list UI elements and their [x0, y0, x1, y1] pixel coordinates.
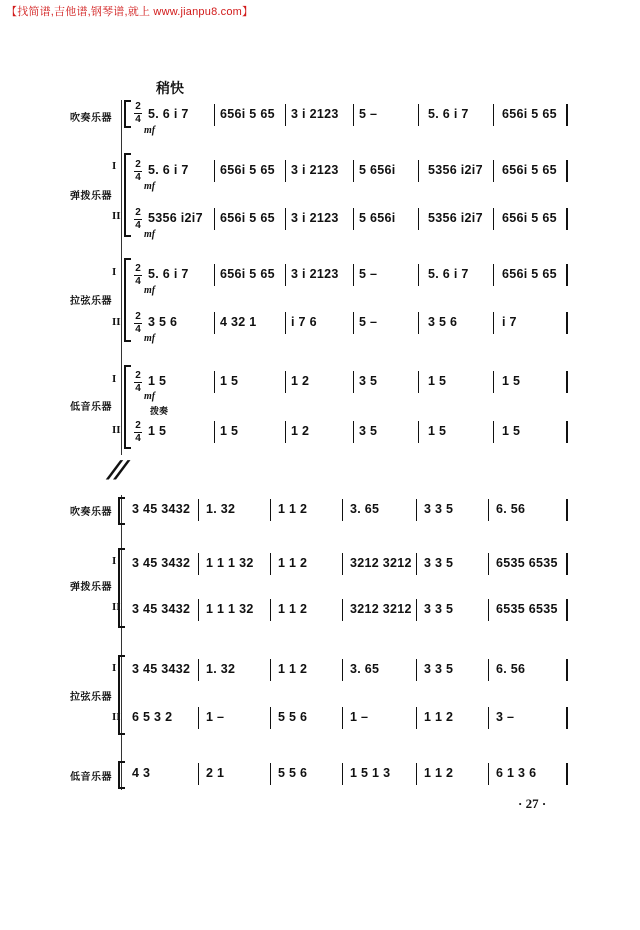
system-divider-mark: // [104, 455, 131, 485]
barline [566, 553, 568, 575]
measure: 5356 i2i7 [148, 211, 203, 225]
measure: 1. 32 [206, 502, 236, 516]
tempo-marking: 稍快 [156, 80, 184, 96]
measure: 1 5 1 3 [350, 766, 391, 780]
barline [270, 707, 271, 729]
barline [418, 421, 419, 443]
measure: 4 32 1 [220, 315, 257, 329]
barline [416, 763, 417, 785]
measure: 1 5 [428, 374, 447, 388]
time-signature: 2 4 [135, 420, 141, 444]
measure: 1 5 [502, 374, 521, 388]
measure: 3212 3212 [350, 556, 412, 570]
barline [353, 421, 354, 443]
measure: 3 5 6 [148, 315, 178, 329]
barline [353, 160, 354, 182]
barline [198, 599, 199, 621]
measure: 5 – [359, 315, 378, 329]
measure: 6535 6535 [496, 556, 558, 570]
barline [270, 553, 271, 575]
barline [198, 659, 199, 681]
row-bowed1-s2 [132, 659, 572, 681]
row-bass-s2 [132, 763, 572, 785]
barline [488, 659, 489, 681]
barline [342, 763, 343, 785]
dynamic-mf: mf [144, 125, 156, 136]
measure: 5. 6 i 7 [428, 267, 469, 281]
dynamic-mf: mf [144, 229, 156, 240]
barline [198, 499, 199, 521]
measure: 3 45 3432 [132, 556, 191, 570]
measure: 5356 i2i7 [428, 211, 483, 225]
barline [488, 553, 489, 575]
system-2-left-line [121, 495, 122, 790]
barline [418, 371, 419, 393]
measure: 656i 5 65 [502, 267, 557, 281]
label-wind-1: 吹奏乐器 [70, 113, 112, 124]
barline [416, 599, 417, 621]
barline [285, 421, 286, 443]
measure: 1 – [206, 710, 225, 724]
barline [270, 499, 271, 521]
time-signature: 2 4 [135, 159, 141, 183]
measure: 5 656i [359, 163, 396, 177]
barline [418, 312, 419, 334]
barline [214, 312, 215, 334]
row-plucked2-s2 [132, 599, 572, 621]
measure: 6. 56 [496, 502, 526, 516]
barline [493, 371, 494, 393]
measure: 1 1 2 [278, 556, 308, 570]
measure: 3 5 [359, 424, 378, 438]
measure: 1 2 [291, 374, 310, 388]
barline [416, 499, 417, 521]
bracket-bass-1 [124, 365, 131, 449]
barline [285, 104, 286, 126]
measure: 656i 5 65 [220, 211, 275, 225]
part-number-bowed-1: I [112, 662, 117, 674]
time-signature: 2 4 [135, 101, 141, 125]
part-number-plucked-1: I [112, 555, 117, 567]
row-bowed2-s2 [132, 707, 572, 729]
barline [566, 264, 568, 286]
barline [416, 553, 417, 575]
bracket-bass-2 [118, 761, 125, 789]
measure: 1 5 [428, 424, 447, 438]
barline [488, 499, 489, 521]
barline [214, 160, 215, 182]
measure: 1 1 2 [278, 502, 308, 516]
time-signature: 2 4 [135, 311, 141, 335]
label-wind-2: 吹奏乐器 [70, 507, 112, 518]
measure: 3 i 2123 [291, 163, 339, 177]
dynamic-mf: mf [144, 391, 156, 402]
bracket-plucked-1 [124, 153, 131, 237]
barline [488, 599, 489, 621]
measure: 1 1 2 [278, 602, 308, 616]
row-plucked2-s1 [148, 208, 578, 230]
measure: 5. 6 i 7 [148, 107, 189, 121]
measure: 5 – [359, 107, 378, 121]
measure: 6 1 3 6 [496, 766, 537, 780]
measure: 1 1 1 32 [206, 556, 254, 570]
bracket-bowed-1 [124, 258, 131, 342]
barline [285, 371, 286, 393]
barline [493, 160, 494, 182]
measure: 5356 i2i7 [428, 163, 483, 177]
barline [214, 104, 215, 126]
barline [418, 208, 419, 230]
part-number-bass-2: II [112, 424, 121, 436]
time-signature: 2 4 [135, 263, 141, 287]
time-signature: 2 4 [135, 207, 141, 231]
measure: 5 656i [359, 211, 396, 225]
barline [342, 499, 343, 521]
barline [342, 707, 343, 729]
barline [566, 659, 568, 681]
measure: 656i 5 65 [502, 107, 557, 121]
measure: 5 – [359, 267, 378, 281]
barline [353, 312, 354, 334]
bracket-wind-2 [118, 497, 125, 525]
barline [285, 208, 286, 230]
measure: 1 1 2 [424, 766, 454, 780]
row-plucked1-s2 [132, 553, 572, 575]
label-bass-2: 低音乐器 [70, 772, 112, 783]
barline [418, 160, 419, 182]
measure: 656i 5 65 [220, 107, 275, 121]
site-header-banner: 【找简谱,吉他谱,钢琴谱,就上 www.jianpu8.com】 [6, 6, 254, 18]
pizzicato-marking: 拨奏 [150, 406, 169, 416]
barline [353, 264, 354, 286]
barline [493, 264, 494, 286]
measure: 656i 5 65 [502, 211, 557, 225]
barline [214, 421, 215, 443]
measure: 3. 65 [350, 662, 380, 676]
measure: 656i 5 65 [220, 163, 275, 177]
measure: 3 45 3432 [132, 602, 191, 616]
barline [493, 421, 494, 443]
measure: 5. 6 i 7 [148, 163, 189, 177]
measure: 5. 6 i 7 [428, 107, 469, 121]
barline [493, 104, 494, 126]
part-number-bowed-2: II [112, 316, 121, 328]
barline [353, 371, 354, 393]
barline [566, 160, 568, 182]
barline [416, 659, 417, 681]
bracket-wind-1 [124, 100, 131, 128]
barline [488, 707, 489, 729]
barline [342, 599, 343, 621]
measure: 3 5 [359, 374, 378, 388]
measure: i 7 6 [291, 315, 317, 329]
barline [566, 707, 568, 729]
label-bowed-1: 拉弦乐器 [70, 296, 112, 307]
row-bowed1-s1 [148, 264, 578, 286]
barline [488, 763, 489, 785]
barline [342, 553, 343, 575]
label-bass-1: 低音乐器 [70, 402, 112, 413]
measure: 3. 65 [350, 502, 380, 516]
measure: 6. 56 [496, 662, 526, 676]
barline [566, 499, 568, 521]
barline [418, 264, 419, 286]
measure: 4 3 [132, 766, 151, 780]
barline [566, 763, 568, 785]
dynamic-mf: mf [144, 181, 156, 192]
measure: 3 3 5 [424, 662, 454, 676]
barline [566, 421, 568, 443]
row-bass2-s1 [148, 421, 578, 443]
bracket-plucked-2 [118, 548, 125, 628]
barline [353, 208, 354, 230]
row-bass1-s1 [148, 371, 578, 393]
barline [416, 707, 417, 729]
measure: 1 5 [502, 424, 521, 438]
row-wind-s2 [132, 499, 572, 521]
label-plucked-1: 弹拨乐器 [70, 191, 112, 202]
measure: 1 1 2 [278, 662, 308, 676]
measure: 3 – [496, 710, 515, 724]
part-number-bowed-2: II [112, 711, 121, 723]
part-number-plucked-2: II [112, 210, 121, 222]
barline [566, 208, 568, 230]
measure: i 7 [502, 315, 517, 329]
measure: 3 i 2123 [291, 267, 339, 281]
row-bowed2-s1 [148, 312, 578, 334]
measure: 2 1 [206, 766, 225, 780]
measure: 3 i 2123 [291, 107, 339, 121]
barline [566, 312, 568, 334]
barline [198, 553, 199, 575]
barline [353, 104, 354, 126]
part-number-plucked-1: I [112, 160, 117, 172]
row-wind-s1 [148, 104, 578, 126]
measure: 3 i 2123 [291, 211, 339, 225]
page-number: · 27 · [518, 796, 547, 811]
barline [342, 659, 343, 681]
measure: 6 5 3 2 [132, 710, 173, 724]
barline [566, 104, 568, 126]
barline [493, 312, 494, 334]
measure: 3212 3212 [350, 602, 412, 616]
measure: 1 5 [220, 374, 239, 388]
barline [270, 763, 271, 785]
label-plucked-2: 弹拨乐器 [70, 582, 112, 593]
measure: 1 2 [291, 424, 310, 438]
barline [285, 160, 286, 182]
time-signature: 2 4 [135, 370, 141, 394]
measure: 656i 5 65 [502, 163, 557, 177]
measure: 5. 6 i 7 [148, 267, 189, 281]
measure: 3 3 5 [424, 556, 454, 570]
barline [285, 264, 286, 286]
measure: 3 45 3432 [132, 502, 191, 516]
part-number-bowed-1: I [112, 266, 117, 278]
measure: 3 45 3432 [132, 662, 191, 676]
measure: 6535 6535 [496, 602, 558, 616]
measure: 656i 5 65 [220, 267, 275, 281]
barline [214, 264, 215, 286]
measure: 1 5 [148, 374, 167, 388]
barline [418, 104, 419, 126]
bracket-bowed-2 [118, 655, 125, 735]
barline [270, 659, 271, 681]
barline [285, 312, 286, 334]
measure: 1 5 [148, 424, 167, 438]
measure: 3 3 5 [424, 502, 454, 516]
dynamic-mf: mf [144, 285, 156, 296]
measure: 1 1 2 [424, 710, 454, 724]
part-number-plucked-2: II [112, 601, 121, 613]
barline [214, 208, 215, 230]
measure: 1 1 1 32 [206, 602, 254, 616]
measure: 3 3 5 [424, 602, 454, 616]
measure: 3 5 6 [428, 315, 458, 329]
measure: 5 5 6 [278, 766, 308, 780]
system-1-left-line [121, 100, 122, 455]
barline [198, 763, 199, 785]
barline [198, 707, 199, 729]
part-number-bass-1: I [112, 373, 117, 385]
label-bowed-2: 拉弦乐器 [70, 692, 112, 703]
barline [270, 599, 271, 621]
measure: 1 – [350, 710, 369, 724]
measure: 1 5 [220, 424, 239, 438]
dynamic-mf: mf [144, 333, 156, 344]
barline [214, 371, 215, 393]
barline [566, 371, 568, 393]
barline [493, 208, 494, 230]
row-plucked1-s1 [148, 160, 578, 182]
measure: 5 5 6 [278, 710, 308, 724]
barline [566, 599, 568, 621]
measure: 1. 32 [206, 662, 236, 676]
